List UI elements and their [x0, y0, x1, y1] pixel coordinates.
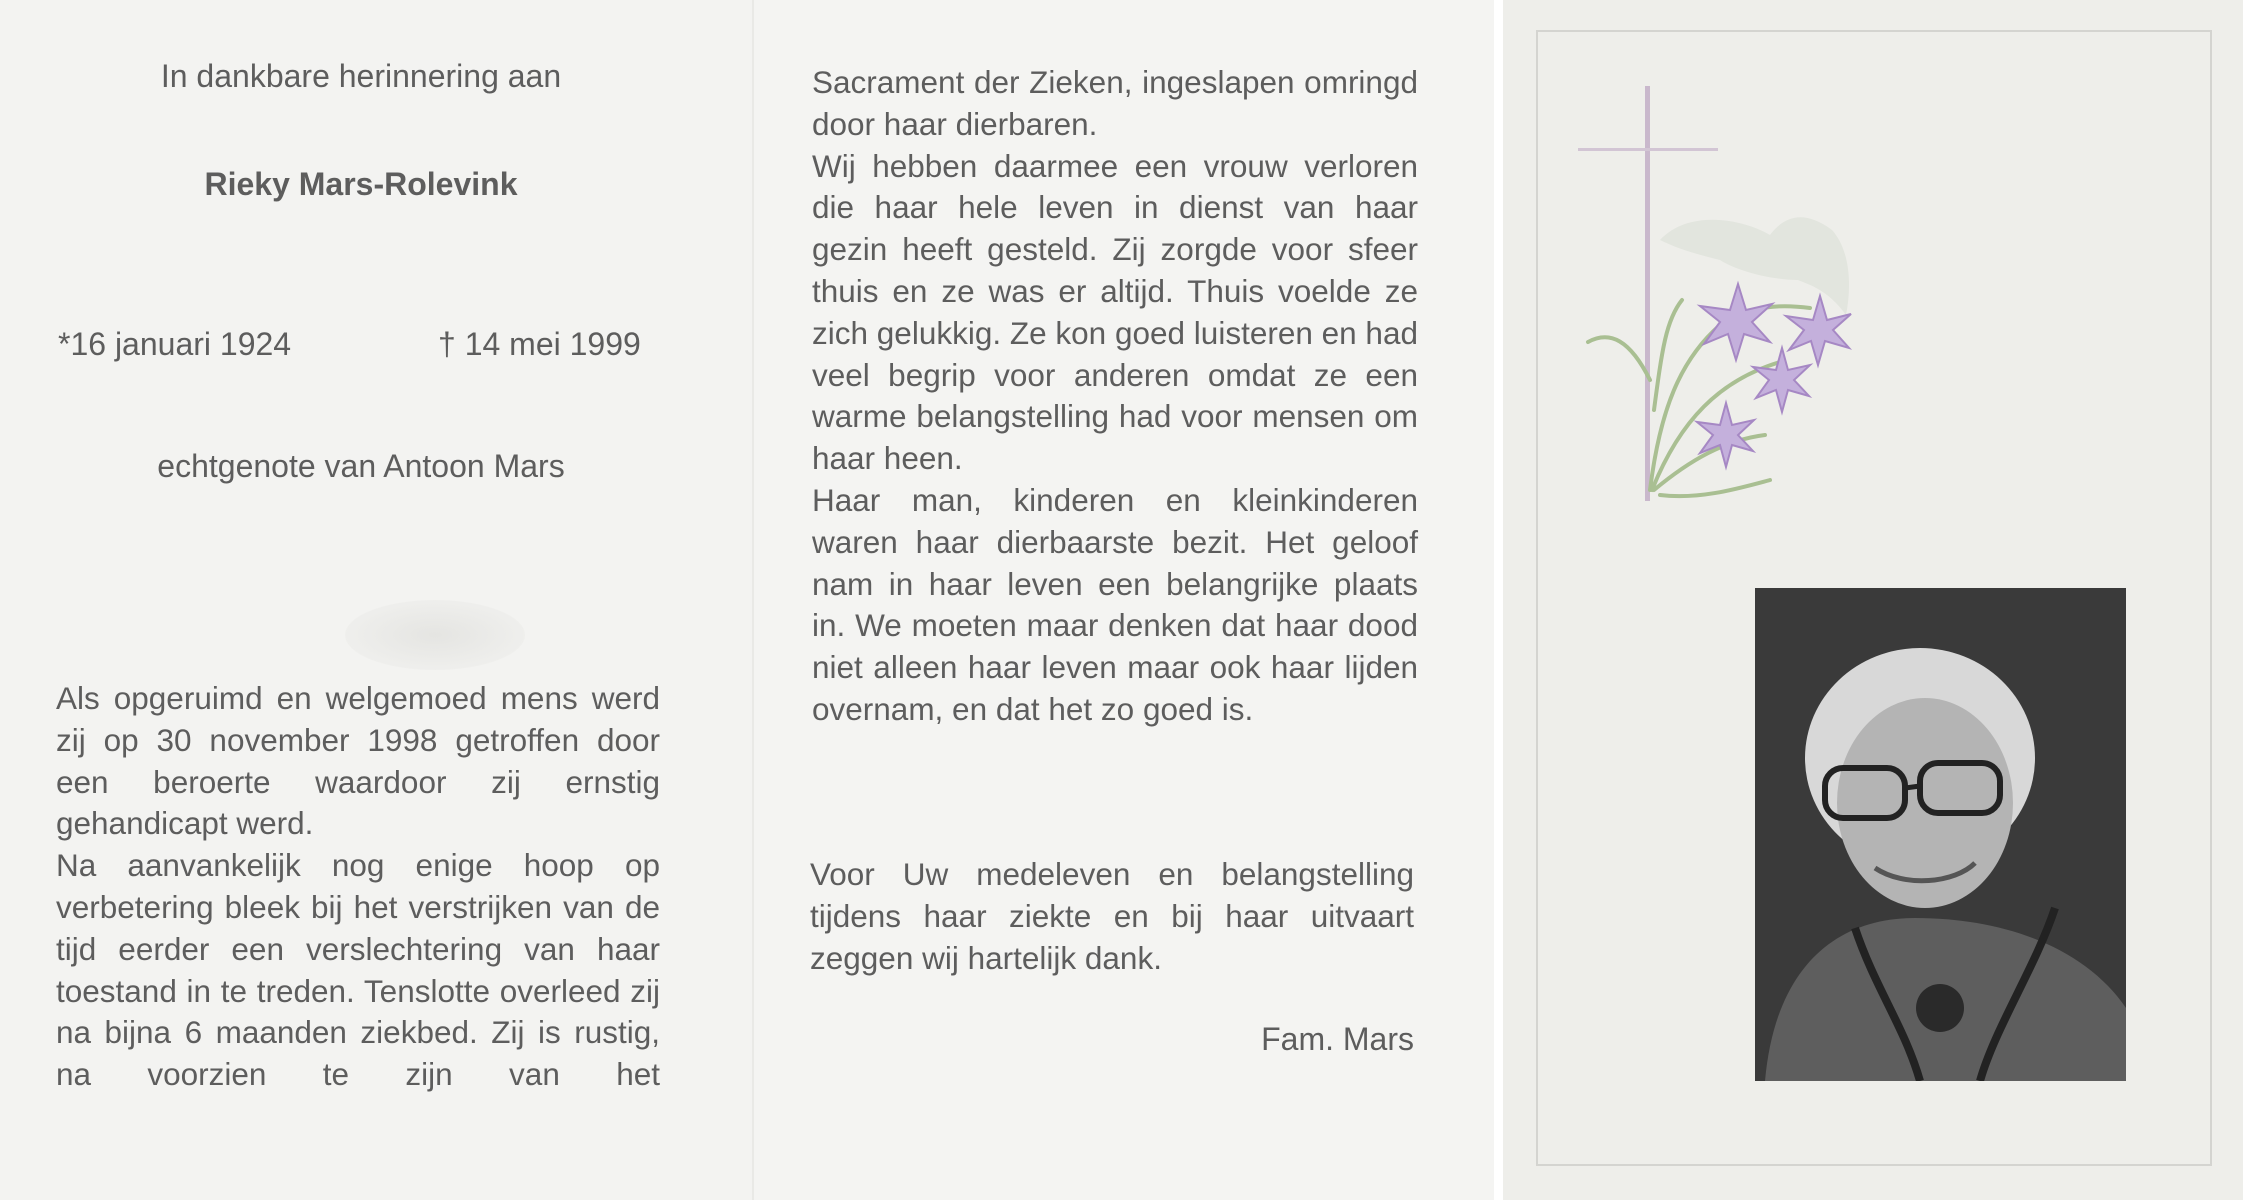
left-paragraph-1: Als opgeruimd en welgemoed mens werd zij op 30 november 1998 getroffen door een beroerte waardoor zij ernstig gehandicapt werd. — [56, 680, 660, 842]
portrait-photo — [1755, 588, 2126, 1081]
middle-paragraph-2: Wij hebben daarmee een vrouw verloren die haar hele leven in dienst van haar gezin heeft gesteld. Zij zorgde voor sfeer thuis en ze was er altijd. Thuis voelde ze zich gelukkig. Ze kon goed luisteren en had veel begrip voor anderen omdat ze een warme belangstelling had voor mensen om haar heen. — [812, 147, 1418, 477]
signature: Fam. Mars — [1261, 1021, 1414, 1057]
cross-with-lilies-icon — [1570, 80, 1900, 510]
middle-paragraph-1: Sacrament der Zieken, ingeslapen omringd door haar dierbaren. — [812, 64, 1418, 142]
spouse-line: echtgenote van Antoon Mars — [157, 448, 565, 484]
scan-gap — [1494, 0, 1503, 1200]
deceased-name: Rieky Mars-Rolevink — [204, 166, 518, 202]
middle-paragraph-3: Haar man, kinderen en kleinkinderen waren haar dierbaarste bezit. Het geloof nam in haar leven een belangrijke plaats in. We moeten maar denken dat haar dood niet alleen haar leven maar ook haar lijden overnam, en dat het zo goed is. — [812, 481, 1418, 727]
closing-text-block — [810, 854, 1414, 979]
death-date: † 14 mei 1999 — [438, 326, 641, 362]
middle-text-block — [812, 62, 1418, 731]
intro-line: In dankbare herinnering aan — [160, 58, 562, 94]
closing-paragraph: Voor Uw medeleven en belangstelling tijdens haar ziekte en bij haar uitvaart zeggen wij hartelijk dank. — [810, 856, 1414, 976]
birth-date: *16 januari 1924 — [58, 326, 292, 362]
left-paragraph-2: Na aanvankelijk nog enige hoop op verbetering bleek bij het verstrijken van de tijd eerder een verslechtering van haar toestand in te treden. Tenslotte overleed zij na bijna 6 maanden ziekbed. Zij is rustig, na voorzien te zijn van het — [56, 847, 660, 1093]
paper-smudge — [345, 600, 525, 670]
left-text-block — [56, 678, 660, 1096]
